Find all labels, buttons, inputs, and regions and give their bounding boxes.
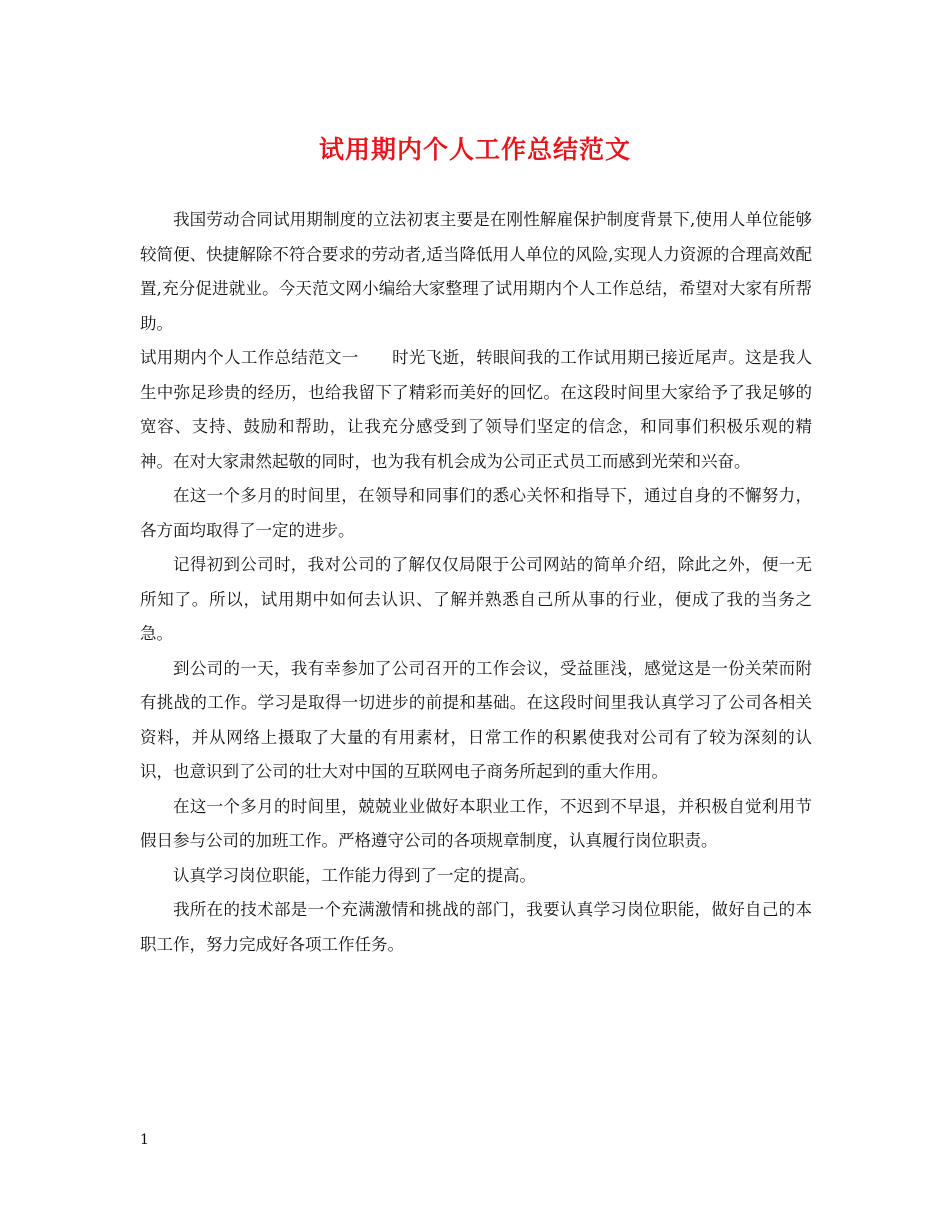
paragraph-progress: 在这一个多月的时间里，在领导和同事们的悉心关怀和指导下，通过自身的不懈努力，各方面均取得了一定的进步。 [140,486,812,540]
page-number: 1 [140,1132,149,1148]
paragraph-sample-one: 试用期内个人工作总结范文一 时光飞逝，转眼间我的工作试用期已接近尾声。这是我人生中弥足珍贵的经历，也给我留下了精彩而美好的回忆。在这段时间里大家给予了我足够的宽容、支持、鼓励和帮助，让我充分感受到了领导们坚定的信念，和同事们积极乐观的精神。在对大家肃然起敬的同时，也为我有机会成为公司正式员工而感到光荣和兴奋。 [140,348,812,471]
paragraph-learning: 到公司的一天，我有幸参加了公司召开的工作会议，受益匪浅，感觉这是一份关荣而附有挑战的工作。学习是取得一切进步的前提和基础。在这段时间里我认真学习了公司各相关资料，并从网络上摄取了大量的有用素材，日常工作的积累使我对公司有了较为深刻的认识，也意识到了公司的壮大对中国的互联网电子商务所起到的重大作用。 [140,658,812,781]
paragraph-first-days: 记得初到公司时，我对公司的了解仅仅局限于公司网站的简单介绍，除此之外，便一无所知了。所以，试用期中如何去认识、了解并熟悉自己所从事的行业，便成了我的当务之急。 [140,555,812,643]
paragraph-intro: 我国劳动合同试用期制度的立法初衷主要是在刚性解雇保护制度背景下,使用人单位能够较简便、快捷解除不符合要求的劳动者,适当降低用人单位的风险,实现人力资源的合理高效配置,充分促进就业。今天范文网小编给大家整理了试用期内个人工作总结，希望对大家有所帮助。 [140,210,812,333]
document-body [140,203,812,962]
paragraph-ability: 认真学习岗位职能，工作能力得到了一定的提高。 [173,865,536,885]
paragraph-diligence: 在这一个多月的时间里，兢兢业业做好本职业工作，不迟到不早退，并积极自觉利用节假日参与公司的加班工作。严格遵守公司的各项规章制度，认真履行岗位职责。 [140,796,812,850]
document-title: 试用期内个人工作总结范文 [318,135,631,164]
paragraph-tech-department: 我所在的技术部是一个充满激情和挑战的部门，我要认真学习岗位职能，做好自己的本职工作，努力完成好各项工作任务。 [140,900,812,954]
